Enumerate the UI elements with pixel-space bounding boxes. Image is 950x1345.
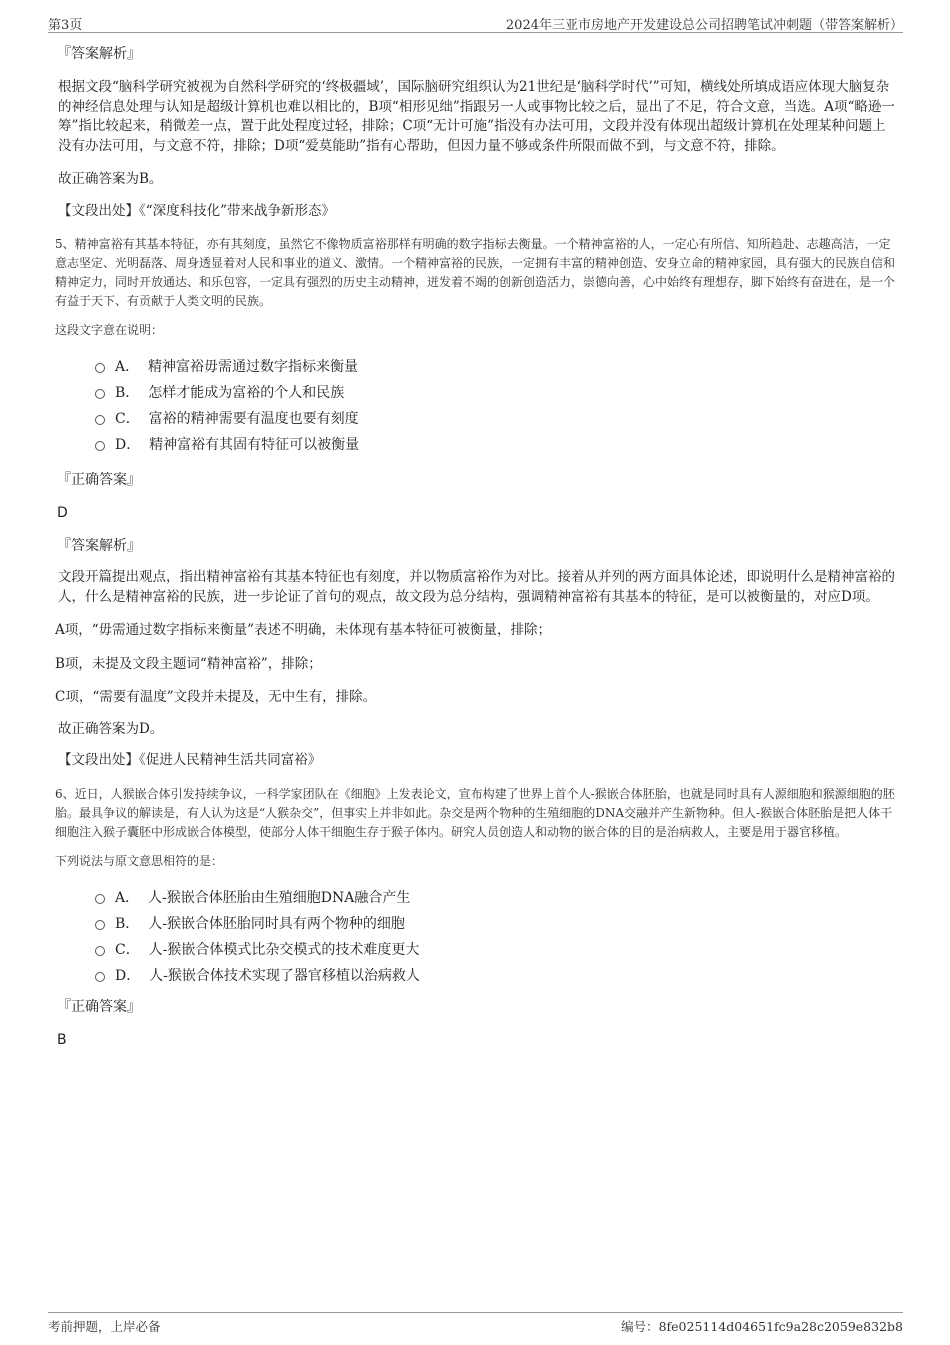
radio-icon[interactable]: [95, 415, 105, 425]
option-letter: B．: [115, 915, 140, 932]
q5-stem: 5、精神富裕有其基本特征，亦有其刻度，虽然它不像物质富裕那样有明确的数字指标去衡量。一个精神富裕的人，一定心有所信、知所趋赴、志趣高洁，一定意志坚定、光明磊落、周身透显着对人民和事业的道义、激情。一个精神富裕的民族，一定拥有丰富的精神创造、安身立命的精神家园，具有强大的民族自信和精神定力，同时开放通达、和乐包容，一定具有强烈的历史主动精神，迸发着不竭的创新创造活力，崇德向善，心中始终有理想存，脚下始终有奋进在，是一个有益于天下、有贡献于人类文明的民族。: [55, 237, 896, 308]
q5-answer: D: [57, 505, 68, 521]
q5-options: [95, 354, 895, 458]
q4-source: 【文段出处】《“深度科技化”带来战争新形态》: [58, 202, 336, 219]
radio-icon[interactable]: [95, 389, 105, 399]
option-text: 富裕的精神需要有温度也要有刻度: [148, 411, 359, 427]
document-id: 编号：8fe025114d04651fc9a28c2059e832b8: [621, 1319, 903, 1334]
option-letter: B．: [115, 385, 140, 401]
option-text: 人-猴嵌合体模式比杂交模式的技术难度更大: [148, 941, 420, 958]
option-letter: A．: [115, 889, 140, 906]
q6-option-d[interactable]: [95, 963, 895, 989]
q4-analysis-label: 『答案解析』: [57, 46, 141, 62]
option-letter: C．: [115, 941, 140, 958]
q4-conclusion: 故正确答案为B。: [58, 171, 163, 187]
q5-option-c[interactable]: [95, 406, 895, 432]
page-number: 第3页: [48, 18, 83, 33]
radio-icon[interactable]: [95, 946, 105, 956]
page-footer: [48, 1312, 903, 1337]
q5-analysis-text: 文段开篇提出观点，指出精神富裕有其基本特征也有刻度，并以物质富裕作为对比。接着从并列的两方面具体论述，即说明什么是精神富裕的人，什么是精神富裕的民族，进一步论证了首句的观点，故文段为总分结构，强调精神富裕有其基本的特征，是可以被衡量的，对应D项。: [58, 569, 895, 605]
q6-option-c[interactable]: [95, 937, 895, 963]
option-letter: D．: [115, 967, 141, 984]
option-letter: A．: [115, 359, 140, 375]
q6-answer: B: [57, 1031, 67, 1048]
option-letter: C．: [115, 411, 140, 427]
q5-question: 这段文字意在说明：: [55, 323, 164, 337]
radio-icon[interactable]: [95, 972, 105, 982]
radio-icon[interactable]: [95, 920, 105, 930]
footer-slogan: 考前押题，上岸必备: [48, 1319, 161, 1334]
q5-note-c: C项，“需要有温度”文段并未提及，无中生有，排除。: [55, 689, 377, 705]
option-text: 人-猴嵌合体技术实现了器官移植以治病救人: [149, 967, 420, 984]
document-title: 2024年三亚市房地产开发建设总公司招聘笔试冲刺题（带答案解析）: [505, 18, 903, 33]
q5-option-d[interactable]: [95, 432, 895, 458]
page-header: [48, 10, 903, 33]
q5-note-b: B项，未提及文段主题词“精神富裕”，排除；: [55, 655, 322, 672]
q4-analysis-text: 根据文段“脑科学研究被视为自然科学研究的‘终极疆域’，国际脑研究组织认为21世纪是‘脑科学时代’”可知，横线处所填成语应体现大脑复杂的神经信息处理与认知是超级计算机也难以相比的，B项“相形见绌”指跟另一人或事物比较之后，显出了不足，符合文意，当选。A项“略逊一筹”指比较起来，稍微差一点，置于此处程度过轻，排除；C项“无计可施”指没有办法可用，文段并没有体现出超级计算机在处理某种问题上没有办法可用，与文意不符，排除；D项“爱莫能助”指有心帮助，但因力量不够或条件所限而做不到，与文意不符，排除。: [58, 79, 895, 154]
radio-icon[interactable]: [95, 894, 105, 904]
q5-option-b[interactable]: [95, 380, 895, 406]
q5-note-a: A项，“毋需通过数字指标来衡量”表述不明确，未体现有基本特征可被衡量，排除；: [55, 622, 552, 638]
q6-option-b[interactable]: [95, 911, 895, 937]
q6-answer-label: 『正确答案』: [57, 998, 141, 1015]
option-text: 人-猴嵌合体胚胎同时具有两个物种的细胞: [148, 915, 405, 932]
q6-option-a[interactable]: [95, 885, 895, 911]
option-text: 人-猴嵌合体胚胎由生殖细胞DNA融合产生: [148, 889, 411, 906]
option-text: 怎样才能成为富裕的个人和民族: [148, 385, 345, 401]
q6-options: [95, 885, 895, 989]
option-text: 精神富裕毋需通过数字指标来衡量: [148, 359, 359, 375]
q5-analysis-label: 『答案解析』: [57, 538, 141, 554]
option-letter: D．: [115, 437, 141, 453]
q5-answer-label: 『正确答案』: [57, 472, 141, 488]
radio-icon[interactable]: [95, 363, 105, 373]
radio-icon[interactable]: [95, 441, 105, 451]
q5-option-a[interactable]: [95, 354, 895, 380]
document-body: [55, 44, 895, 1063]
q6-stem: 6、近日，人猴嵌合体引发持续争议，一科学家团队在《细胞》上发表论文，宣布构建了世界上首个人-猴嵌合体胚胎，也就是同时具有人源细胞和猴源细胞的胚胎。最具争议的解读是，有人认为这是“人猴杂交”，但事实上并非如此。杂交是两个物种的生殖细胞的DNA交融并产生新物种。但人-猴嵌合体胚胎是把人体干细胞注入猴子囊胚中形成嵌合体模型，使部分人体干细胞生存于猴子体内。研究人员创造人和动物的嵌合体的目的是治病救人，主要是用于器官移植。: [55, 786, 895, 839]
q6-question: 下列说法与原文意思相符的是：: [55, 853, 224, 868]
option-text: 精神富裕有其固有特征可以被衡量: [149, 437, 360, 453]
q5-source: 【文段出处】《促进人民精神生活共同富裕》: [58, 752, 322, 768]
q5-conclusion: 故正确答案为D。: [58, 720, 164, 737]
